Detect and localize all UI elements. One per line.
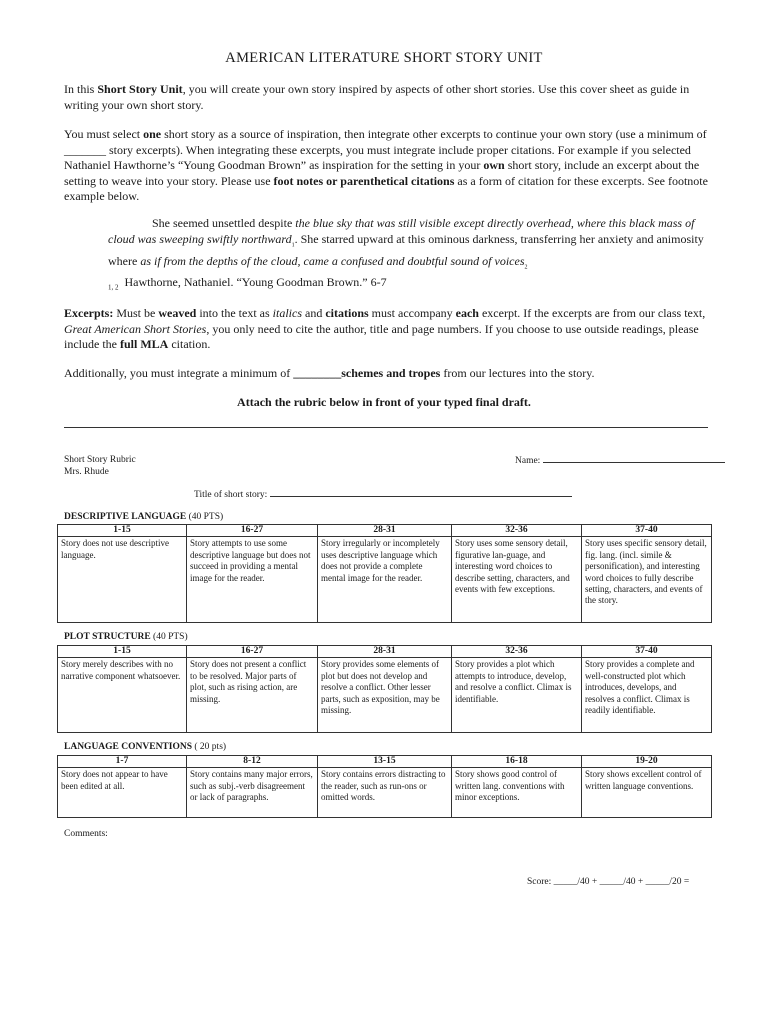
intro-text: In this [64, 82, 98, 96]
rubric-cell: Story attempts to use some descriptive language but does not succeed in providing a mental image for the reader. [187, 537, 318, 623]
score-range: 1-15 [58, 525, 187, 537]
section-points: (40 PTS) [150, 632, 188, 642]
excerpts-label: Excerpts: [64, 306, 114, 320]
instructions-text: short story, include an excerpt about the setting to weave into your story. Please use [64, 158, 700, 188]
instructions-bold: one [143, 127, 162, 141]
additionally-paragraph [64, 366, 709, 382]
teacher-name: Mrs. Rhude [64, 467, 109, 477]
table-row [58, 756, 712, 768]
excerpts-text: , you only need to cite the author, title and page numbers. If you choose to use outside readings, please include the [64, 321, 699, 352]
name-field[interactable] [515, 454, 725, 467]
rubric-cell: Story provides some elements of plot but does not develop and resolve a conflict. Other lesser parts, such as exposition, may be missing. [318, 658, 452, 733]
excerpts-text: citation. [168, 337, 211, 352]
rubric-cell: Story does not use descriptive language. [58, 537, 187, 623]
example-footnote [108, 275, 387, 291]
name-blank[interactable] [543, 454, 725, 463]
rubric-cell: Story shows good control of written lang. conventions with minor exceptions. [452, 768, 582, 818]
instructions-paragraph [64, 127, 709, 205]
excerpts-text: excerpt. If the excerpts are from our class text, [478, 306, 706, 320]
section-name: DESCRIPTIVE LANGUAGE [64, 512, 187, 522]
excerpts-bold: full MLA [119, 337, 169, 352]
excerpts-paragraph [64, 306, 709, 353]
rubric-cell: Story uses specific sensory detail, fig. lang. (incl. simile & personification), and interesting word choices to fully describe setting, characters, and events of the story. [582, 537, 712, 623]
rubric-cell: Story does not present a conflict to be resolved. Major parts of plot, such as rising action, are missing. [187, 658, 318, 733]
score-range: 13-15 [318, 756, 452, 768]
score-range: 16-27 [187, 525, 318, 537]
story-title-field[interactable] [194, 488, 572, 501]
example-quote [108, 216, 710, 276]
rubric-cell: Story provides a complete and well-constructed plot which introduces, develops, and resolves a conflict. Climax is readily identifiable. [582, 658, 712, 733]
section-label-conventions [64, 742, 226, 752]
section-label-plot [64, 632, 188, 642]
page-title: AMERICAN LITERATURE SHORT STORY UNIT [225, 50, 543, 66]
instructions-text: as a form of citation for these excerpts. See footnote example below. [64, 173, 708, 204]
rubric-cell: Story uses some sensory detail, figurative lan-guage, and interesting word choices to describe setting, characters, and events with few exceptions. [452, 537, 582, 623]
excerpts-italic: Great American Short Stories [64, 321, 207, 336]
score-range: 19-20 [582, 756, 712, 768]
quote-italic: the blue sky that was still visible except directly overhead, where this black mass of cloud was sweeping swiftly northward [108, 216, 695, 246]
score-range: 16-18 [452, 756, 582, 768]
instructions-bold: foot notes or parenthetical citations [273, 173, 455, 188]
rubric-cell: Story provides a plot which attempts to introduce, develop, and resolve a conflict. Climax is identifiable. [452, 658, 582, 733]
excerpts-text: Must be [113, 306, 159, 320]
instructions-text: short story as a source of inspiration, then integrate other excerpts to continue your own story (use a minimum of _______ story excerpts). When integrating these excerpts, you must integrate include proper citations. For example if you selected Nathaniel Hawthorne’s “Young Goodman Brown” as inspiration for the setting in your [64, 127, 707, 173]
additionally-text: Additionally, you must integrate a minimum of [64, 366, 294, 380]
table-row [58, 646, 712, 658]
additionally-bold: ________schemes and tropes [293, 366, 441, 380]
footnote-numbers: 1, 2 [108, 283, 119, 292]
excerpts-text: into the text as [196, 306, 273, 320]
score-range: 8-12 [187, 756, 318, 768]
story-title-blank[interactable] [270, 488, 572, 497]
score-range: 32-36 [452, 646, 582, 658]
comments-label: Comments: [64, 829, 108, 839]
intro-text: , you will create your own story inspired by aspects of other short stories. Use this cover sheet as guide in writing your own short story. [64, 82, 690, 112]
rubric-cell: Story contains many major errors, such as subj.-verb disagreement or lack of paragraphs. [187, 768, 318, 818]
rubric-cell: Story irregularly or incompletely uses descriptive language which does not provide a complete mental image for the reader. [318, 537, 452, 623]
footnote-text: Hawthorne, Nathaniel. “Young Goodman Brown.” 6-7 [124, 275, 387, 289]
rubric-table-plot [57, 645, 712, 733]
intro-paragraph [64, 82, 709, 113]
quote-italic: as if from the depths of the cloud, came a confused and doubtful sound of voices [140, 253, 525, 268]
quote-text: She seemed unsettled despite [152, 216, 296, 230]
rubric-table-conventions [57, 755, 712, 818]
score-line[interactable]: Score: _____/40 + _____/40 + _____/20 = [527, 877, 690, 887]
score-range: 37-40 [582, 525, 712, 537]
score-range: 28-31 [318, 525, 452, 537]
intro-bold: Short Story Unit [97, 82, 183, 96]
section-name: LANGUAGE CONVENTIONS [64, 742, 193, 752]
score-range: 32-36 [452, 525, 582, 537]
rubric-cell: Story shows excellent control of written language conventions. [582, 768, 712, 818]
score-range: 1-15 [58, 646, 187, 658]
rubric-title: Short Story Rubric [64, 455, 136, 465]
excerpts-text: must accompany [368, 306, 456, 320]
instructions-bold: own [483, 158, 505, 173]
quote-footnote-marker: 1 [291, 241, 295, 248]
name-label: Name: [515, 456, 543, 466]
section-name: PLOT STRUCTURE [64, 632, 151, 642]
section-points: ( 20 pts) [192, 742, 227, 752]
section-points: (40 PTS) [186, 512, 224, 522]
attach-rubric-note: Attach the rubric below in front of your typed final draft. [237, 395, 531, 409]
table-row [58, 537, 712, 623]
divider-line [64, 427, 708, 428]
table-row [58, 768, 712, 818]
score-range: 1-7 [58, 756, 187, 768]
instructions-text: You must select [64, 127, 144, 141]
excerpts-text: and [302, 306, 326, 320]
excerpts-bold: citations [325, 306, 369, 320]
rubric-cell: Story contains errors distracting to the reader, such as run-ons or omitted words. [318, 768, 452, 818]
score-range: 37-40 [582, 646, 712, 658]
excerpts-bold: weaved [158, 306, 197, 320]
table-row [58, 658, 712, 733]
table-row [58, 525, 712, 537]
excerpts-italic: italics [272, 306, 302, 320]
score-range: 16-27 [187, 646, 318, 658]
rubric-table-descriptive [57, 524, 712, 623]
additionally-text: from our lectures into the story. [440, 366, 595, 380]
score-range: 28-31 [318, 646, 452, 658]
quote-text: . She starred upward at this ominous darkness, transferring her anxiety and animosity where [108, 231, 704, 268]
rubric-cell: Story merely describes with no narrative component whatsoever. [58, 658, 187, 733]
story-title-label: Title of short story: [194, 490, 270, 500]
rubric-cell: Story does not appear to have been edited at all. [58, 768, 187, 818]
rubric-heading [64, 454, 136, 478]
excerpts-bold: each [455, 306, 479, 320]
quote-footnote-marker: 2 [524, 263, 528, 270]
section-label-descriptive [64, 512, 223, 522]
